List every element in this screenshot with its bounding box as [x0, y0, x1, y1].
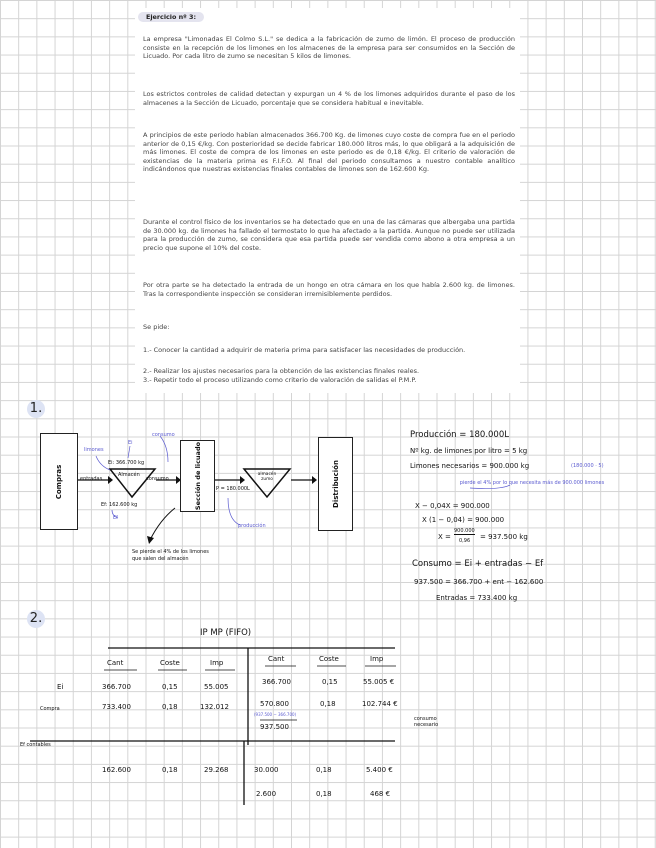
header-coste-left: Coste	[160, 659, 180, 667]
note-limones: limones	[84, 447, 104, 453]
seccion-licuado-label: Sección de licuado	[193, 441, 202, 511]
row-compra-label: Compra	[40, 706, 60, 712]
seccion-licuado-box	[180, 440, 215, 512]
row-r2-note: (937.500 − 366.700)	[254, 712, 297, 717]
calc-eq3-denominator: 0,96	[459, 538, 471, 544]
ef-right-1-imp: 5.400 €	[366, 766, 393, 774]
arrowhead-compras	[108, 476, 113, 484]
note-almacen-zumo: almacén zumo	[257, 472, 277, 482]
leader-ei	[128, 446, 130, 458]
ef-right-2-cant: 2.600	[256, 790, 277, 798]
compras-label: Compras	[55, 464, 63, 499]
row-ei-coste: 0,15	[162, 683, 178, 691]
loss-arrow	[150, 508, 175, 540]
note-consumo-top: consumo	[152, 432, 175, 438]
distribucion-label: Distribución	[331, 460, 340, 508]
note-ei: Ei	[128, 440, 133, 446]
note-entradas: entradas	[80, 476, 103, 482]
arrowhead-distribucion	[312, 476, 317, 484]
row-compra-imp: 132.012	[200, 703, 229, 711]
calc-eq3-left: X =	[438, 533, 451, 541]
row-r2-imp: 102.744 €	[362, 700, 398, 708]
leader-produccion	[228, 498, 240, 525]
exercise-title: Ejercicio nº 3:	[138, 12, 204, 22]
header-cant-right: Cant	[268, 655, 285, 663]
question-2: 2.- Realizar los ajustes necesarios para la obtención de las existencias finales reales.	[143, 367, 420, 375]
row-compra-coste: 0,18	[162, 703, 178, 711]
row-r1-imp: 55.005 €	[363, 678, 395, 686]
paragraph-5: Por otra parte se ha detectado la entrada de un hongo en otra cámara en los que había 2.600 kg. de limones. Tras la correspondiente inspección se consideran irremisiblemente perdidos.	[143, 281, 515, 298]
calc-limones-note: (180.000 · 5)	[571, 463, 604, 469]
calc-consumo-nums: 937.500 = 366.700 + ent − 162.600	[414, 578, 544, 586]
row-ei-imp: 55.005	[204, 683, 229, 691]
se-pide-label: Se pide:	[143, 323, 170, 331]
calc-kg-litro: Nº kg. de limones por litro = 5 kg	[410, 447, 528, 455]
ef-left-cant: 162.600	[102, 766, 131, 774]
row-r2-cant: 570.800	[260, 700, 289, 708]
table-title: IP MP (FIFO)	[200, 628, 252, 638]
compras-box	[40, 433, 78, 530]
row-ei-label: Ei	[57, 683, 64, 691]
calc-produccion: Producción = 180.000L	[410, 430, 509, 440]
distribucion-box	[318, 437, 353, 531]
calc-eq3-right: = 937.500 kg	[480, 533, 528, 541]
calc-entradas-result: Entradas = 733.400 kg	[436, 594, 518, 602]
calc-eq2: X (1 − 0,04) = 900.000	[422, 516, 505, 524]
row-ei-cant: 366.700	[102, 683, 131, 691]
note-ef-short: Ef	[113, 515, 118, 521]
row-r1-cant: 366.700	[262, 678, 291, 686]
calc-eq1: X − 0,04X = 900.000	[415, 502, 490, 510]
note-consumo-arrow: consumo	[146, 476, 169, 482]
row-r1-coste: 0,15	[322, 678, 338, 686]
calc-perdida-note: pierde el 4% por lo que necesita más de 900.000 limones	[459, 480, 605, 486]
paragraph-3: A principios de este periodo habían almacenados 366.700 Kg. de limones cuyo coste de compra fue en el periodo anterior de 0,15 €/kg. Con posterioridad se decide fabricar 180.000 litros más, lo que obligará a la adquisición de más limones. El coste de compra de los limones en este periodo es de 0,18 €/kg. El criterio de valoración de existencias de la materia prima es F.I.F.O. Al final del periodo consultamos a nuestro contable analítico indicándonos que nuestras existencias finales contables de limones son de 162.600 Kg.	[143, 131, 515, 174]
header-coste-right: Coste	[319, 655, 339, 663]
row-r2-coste: 0,18	[320, 700, 336, 708]
calc-consumo-eq: Consumo = Ei + entradas − Ef	[412, 559, 544, 569]
note-loss: Se pierde el 4% de los limones que salen del almacén	[132, 549, 209, 562]
calc-eq3-numerator: 900.000	[454, 528, 475, 534]
calc-limones-necesarios: Limones necesarios = 900.000 kg	[410, 462, 530, 470]
ef-left-coste: 0,18	[162, 766, 178, 774]
arrowhead-seccion	[240, 476, 245, 484]
ef-right-2-coste: 0,18	[316, 790, 332, 798]
leader-consumo	[160, 436, 168, 462]
note-p-value: P = 180.000L	[216, 486, 250, 492]
consumo-note: consumo necesario	[414, 716, 439, 728]
header-imp-left: Imp	[210, 659, 224, 667]
header-imp-right: Imp	[370, 655, 384, 663]
note-ei-value: Ei: 366.700 kg	[108, 460, 145, 466]
ef-contables-label: Ef contables	[20, 742, 51, 748]
ef-left-imp: 29.268	[204, 766, 229, 774]
loss-arrowhead	[147, 536, 154, 544]
total-right: 937.500	[260, 723, 289, 731]
note-ef-value: Ef: 162.600 kg	[101, 502, 138, 508]
header-cant-left: Cant	[107, 659, 124, 667]
ef-right-1-cant: 30.000	[254, 766, 279, 774]
section-1-number: 1.	[27, 400, 45, 418]
paragraph-2: Los estrictos controles de calidad detectan y expurgan un 4 % de los limones adquiridos durante el paso de los almacenes a la Sección de Licuado, porcentaje que se considera habitual e inevitable.	[143, 90, 515, 107]
ef-right-1-coste: 0,18	[316, 766, 332, 774]
paragraph-1: La empresa "Limonadas El Colmo S.L." se dedica a la fabricación de zumo de limón. El proceso de producción consiste en la recepción de los limones en los almacenes de la empresa para ser consumidos en la Sección de Licuado. Por cada litro de zumo se necesitan 5 kilos de limones.	[143, 35, 515, 61]
note-almacen: Almacén	[118, 472, 140, 478]
question-3: 3.- Repetir todo el proceso utilizando como criterio de valoración de salidas el P.M.P.	[143, 376, 417, 384]
row-compra-cant: 733.400	[102, 703, 131, 711]
note-produccion: producción	[238, 523, 266, 529]
ef-right-2-imp: 468 €	[370, 790, 391, 798]
paragraph-4: Durante el control físico de los inventarios se ha detectado que en una de las cámaras que albergaba una partida de 30.000 kg. de limones ha fallado el termostato lo que ha afectado a la partida. Aunque no puede ser utilizada para la producción de zumo, se considera que esa partida puede ser vendida como abono a otra empresa a un precio que supone el 10% del coste.	[143, 218, 515, 252]
question-1: 1.- Conocer la cantidad a adquirir de materia prima para satisfacer las necesidades de producción.	[143, 346, 466, 354]
section-2-number: 2.	[27, 610, 45, 628]
